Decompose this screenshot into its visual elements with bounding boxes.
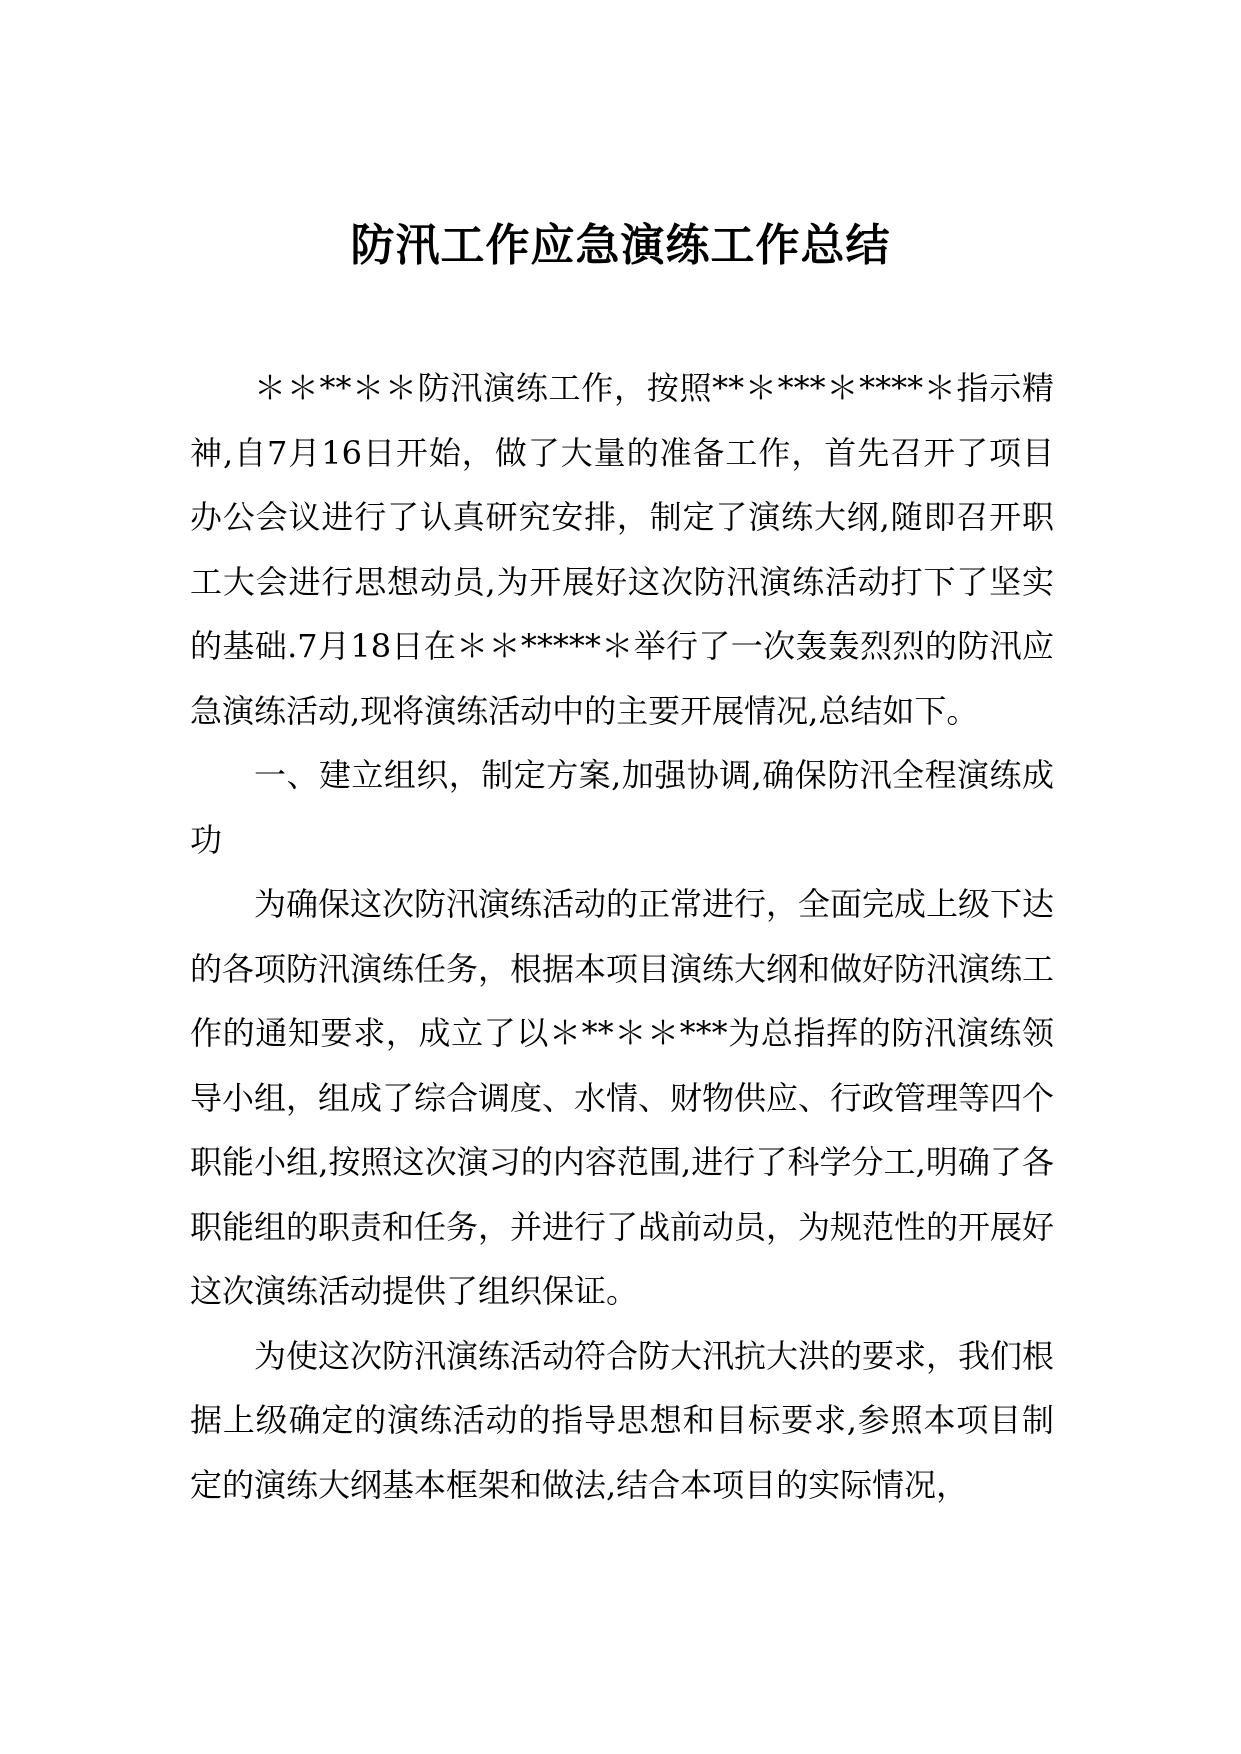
section-heading-1: 一、建立组织，制定方案,加强协调,确保防汛全程演练成功 xyxy=(190,756,1054,859)
paragraph-organization: 为确保这次防汛演练活动的正常进行，全面完成上级下达的各项防汛演练任务，根据本项目演练大纲和做好防汛演练工作的通知要求，成立了以＊**＊＊***为总指挥的防汛演练领导小组，组成了综合调度、水情、财物供应、行政管理等四个职能小组,按照这次演习的内容范围,进行了科学分工,明确了各职能组的职责和任务，并进行了战前动员，为规范性的开展好这次演练活动提供了组织保证。 xyxy=(190,885,1055,1310)
document-body xyxy=(190,356,1054,1517)
paragraph-intro: ＊＊**＊＊防汛演练工作，按照**＊***＊****＊指示精神,自7月16日开始，做了大量的准备工作，首先召开了项目办公会议进行了认真研究安排，制定了演练大纲,随即召开职工大会进行思想动员,为开展好这次防汛演练活动打下了坚实的基础.7月18日在＊＊*****＊举行了一次轰轰烈烈的防汛应急演练活动,现将演练活动中的主要开展情况,总结如下。 xyxy=(190,369,1054,730)
document-title: 防汛工作应急演练工作总结 xyxy=(350,220,891,271)
paragraph-requirements: 为使这次防汛演练活动符合防大汛抗大洪的要求，我们根据上级确定的演练活动的指导思想和目标要求,参照本项目制定的演练大纲基本框架和做法,结合本项目的实际情况， xyxy=(190,1336,1055,1504)
